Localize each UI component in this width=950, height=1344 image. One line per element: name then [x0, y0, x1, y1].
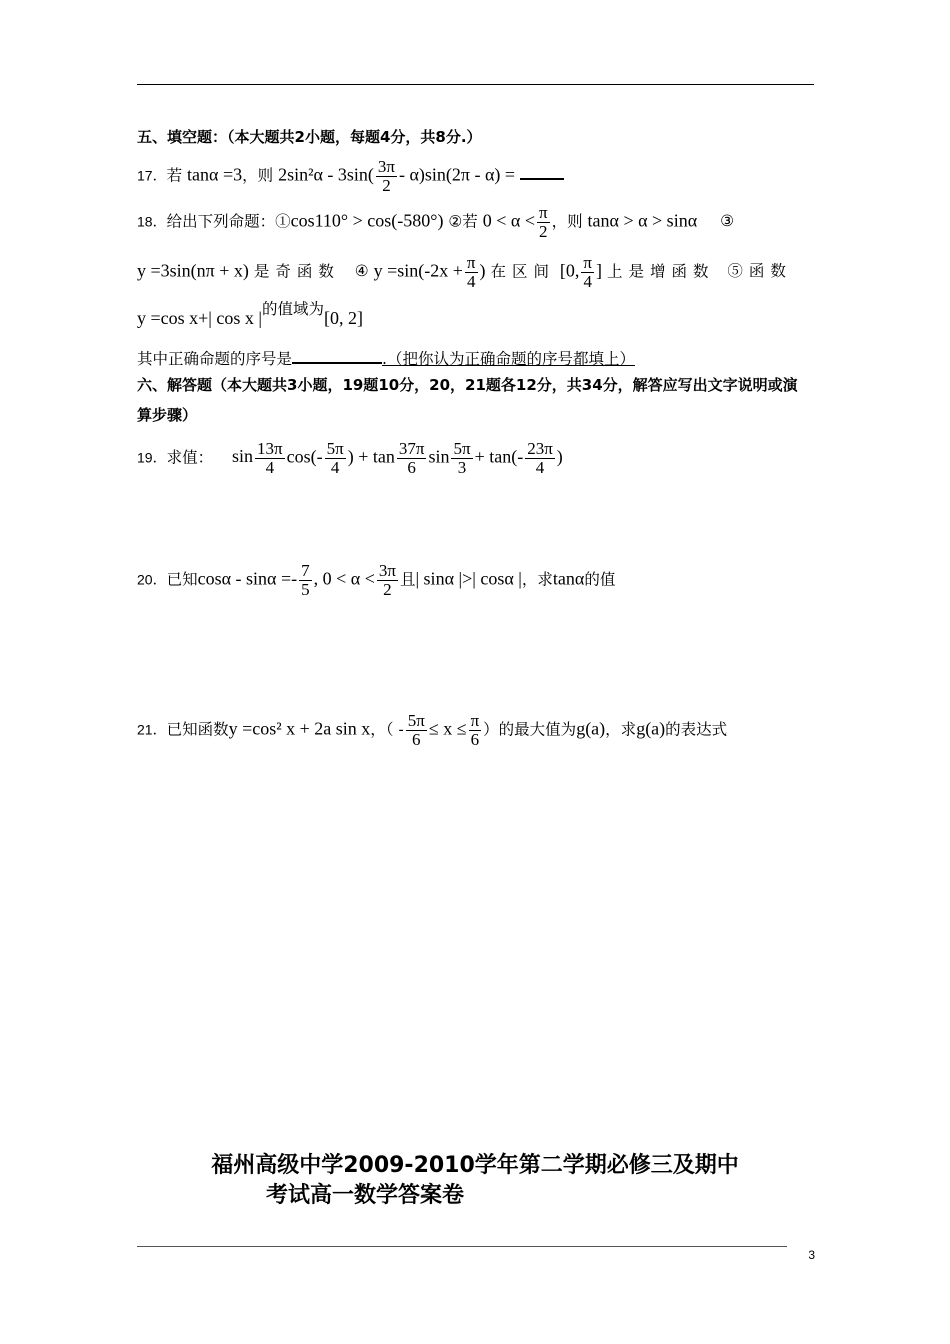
q21-fraction-1: $\frac{5\pi}{6}$ — [407, 711, 425, 749]
section6-heading-line2: 算步骤） — [137, 406, 198, 424]
question-18-line1 — [137, 204, 734, 241]
q18-p1: cos110° > cos(-580°) — [290, 210, 444, 231]
q18-p3-label: ③ — [720, 212, 734, 231]
q21-a: y =cos² x + 2a sin x — [228, 718, 371, 739]
q20-label: 已知 — [166, 570, 198, 589]
q18-p2-a: 0 < α < — [482, 210, 535, 231]
q21-g: g(a) — [636, 718, 666, 739]
q20-fraction-2: $\frac{3\pi}{2}$ — [378, 561, 396, 599]
question-17 — [137, 158, 564, 195]
footer-rule — [137, 1246, 787, 1247]
q18-p2-then: ，则 — [551, 212, 583, 231]
header-rule — [137, 84, 814, 85]
q18-p4-c: [0, — [559, 260, 580, 281]
page-number: 3 — [808, 1248, 815, 1262]
q18-p3-text: 是奇函数 — [253, 262, 340, 281]
q18-p4-label: ④ — [354, 262, 369, 281]
q21-b: ，（ - — [370, 720, 404, 739]
q19-fraction-4: $\frac{5\pi}{3}$ — [453, 439, 471, 477]
q18-p4-b: ) — [479, 260, 486, 281]
q18-p5-label: ⑤函数 — [727, 262, 792, 281]
section5-heading: 五、填空题：（本大题共2小题，每题4分，共8分.） — [137, 128, 482, 146]
q19-label: 求值： — [166, 448, 214, 467]
q20-number: 20． — [137, 571, 167, 588]
q20-e: ，求 — [521, 570, 553, 589]
q17-condition: tanα =3 — [187, 164, 243, 185]
q18-p4-d: ] — [596, 260, 602, 281]
q17-number: 17． — [137, 167, 167, 184]
q17-answer-blank[interactable] — [520, 178, 564, 180]
q18-p2-fraction: $\frac{\pi}{2}$ — [538, 203, 548, 241]
q18-p5: y =cos x+| cos x | — [137, 308, 262, 328]
q17-expression-a: 2sin²α - 3sin( — [278, 164, 374, 185]
q21-number: 21． — [137, 721, 167, 738]
q19-fraction-2: $\frac{5\pi}{4}$ — [326, 439, 344, 477]
q18-answer-blank[interactable] — [292, 362, 382, 364]
q19-t5: + tan(- — [474, 446, 524, 467]
q18-p5-text: 的值域为 — [262, 300, 325, 318]
q21-fraction-2: $\frac{\pi}{6}$ — [470, 711, 480, 749]
q18-p4-fraction: $\frac{\pi}{4}$ — [466, 253, 476, 291]
q20-fraction-1: $\frac{7}{5}$ — [301, 561, 310, 599]
q18-number: 18． — [137, 213, 167, 230]
q17-then: ，则 — [242, 166, 274, 185]
question-20 — [137, 562, 615, 599]
q21-d: ）的最大值为 — [483, 720, 577, 739]
q20-a: cosα - sinα =- — [197, 568, 298, 589]
q18-p4-text2: 上是增函数 — [606, 262, 715, 281]
q19-t2: cos(- — [286, 446, 323, 467]
q21-label: 已知函数 — [166, 720, 229, 739]
q20-c: 且 — [399, 570, 416, 589]
q18-answer-prompt: 其中正确命题的序号是 — [137, 350, 293, 368]
q19-t3: ) + tan — [347, 446, 395, 467]
q18-p2-label: ②若 — [448, 212, 478, 231]
question-19 — [137, 440, 563, 477]
q19-t4: sin — [428, 446, 450, 467]
q20-b: , 0 < α < — [313, 568, 375, 589]
question-18-answer — [137, 350, 635, 369]
q18-p5-range: [0, 2] — [324, 308, 364, 328]
question-21 — [137, 712, 727, 749]
q19-fraction-5: $\frac{23\pi}{4}$ — [527, 439, 553, 477]
q17-expression-b: - α)sin(2π - α) = — [398, 164, 516, 185]
q18-p4-text1: 在区间 — [490, 262, 555, 281]
q21-e: g(a) — [576, 718, 606, 739]
q18-p1-label: ① — [275, 212, 291, 231]
q18-p2-b: tanα > α > sinα — [587, 210, 698, 231]
q17-fraction: $\frac{3\pi}{2}$ — [377, 157, 395, 195]
question-18-line3 — [137, 300, 364, 330]
q18-answer-tail: .（把你认为正确命题的序号都填上） — [382, 350, 635, 368]
section6-heading-line1: 六、解答题（本大题共3小题，19题10分，20，21题各12分，共34分，解答应写出文字说明或演 — [137, 376, 798, 394]
q21-f: ，求 — [605, 720, 637, 739]
q18-p3: y =3sin(nπ + x) — [137, 260, 249, 281]
answer-sheet-title-line2: 考试高一数学答案卷 — [265, 1183, 464, 1208]
q20-f: tanα — [552, 568, 585, 589]
q18-p4-fraction2: $\frac{\pi}{4}$ — [583, 253, 592, 291]
q20-d: | sinα |>| cosα | — [415, 568, 522, 589]
q19-t1: sin — [232, 446, 254, 467]
q21-c: ≤ x ≤ — [428, 718, 467, 739]
q18-p4-a: y =sin(-2x + — [373, 260, 463, 281]
question-18-line2 — [137, 254, 792, 291]
q19-fraction-1: $\frac{13\pi}{4}$ — [257, 439, 283, 477]
q21-h: 的表达式 — [665, 720, 728, 739]
q18-intro: 给出下列命题： — [166, 212, 276, 231]
q20-g: 的值 — [584, 570, 616, 589]
answer-sheet-title-line1: 福州高级中学2009-2010学年第二学期必修三及期中 — [211, 1153, 739, 1178]
q19-t6: ) — [556, 446, 563, 467]
q19-fraction-3: $\frac{37\pi}{6}$ — [398, 439, 425, 477]
q19-number: 19． — [137, 449, 167, 466]
q17-if: 若 — [166, 166, 183, 185]
